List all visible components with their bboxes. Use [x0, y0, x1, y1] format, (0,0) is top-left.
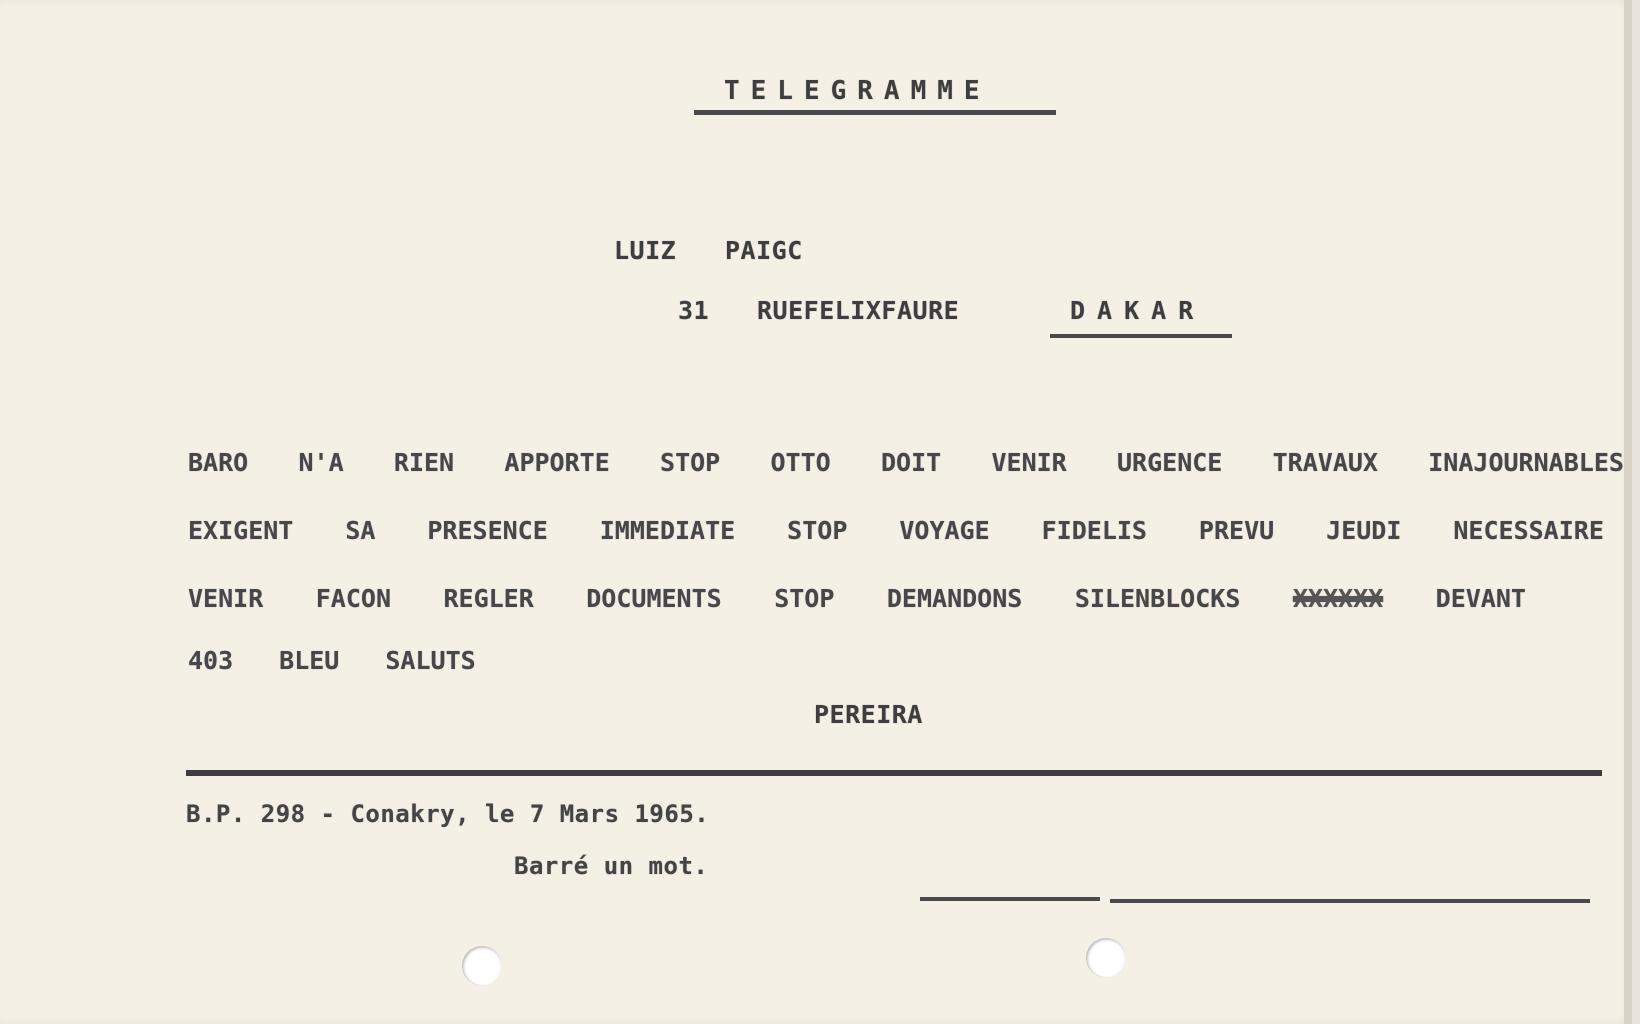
message-word: 403 — [188, 646, 234, 675]
message-word: PREVU — [1198, 516, 1275, 545]
message-word: NECESSAIRE — [1453, 516, 1604, 545]
punch-hole-left — [462, 946, 502, 986]
footer-note: Barré un mot. — [514, 852, 709, 880]
message-word: N'A — [298, 448, 344, 477]
message-word: IMMEDIATE — [599, 516, 736, 545]
message-word: VENIR — [991, 448, 1067, 477]
footer-address: B.P. 298 - Conakry, le 7 Mars 1965. — [186, 800, 710, 828]
message-word: STOP — [787, 516, 848, 545]
message-word: URGENCE — [1117, 448, 1223, 477]
message-line-2 — [188, 516, 1604, 545]
message-line-1 — [188, 448, 1624, 477]
message-word: SA — [345, 516, 376, 545]
message-word: FACON — [315, 584, 391, 613]
recipient-org: PAIGC — [725, 236, 803, 265]
message-line-4 — [188, 646, 1624, 675]
message-word: TRAVAUX — [1272, 448, 1378, 477]
message-word: DEVANT — [1435, 584, 1526, 613]
title-underline — [694, 110, 1056, 115]
message-word: EXIGENT — [188, 516, 294, 545]
message-line-3 — [188, 584, 1526, 613]
message-word: BARO — [188, 448, 249, 477]
message-word: RIEN — [393, 448, 455, 477]
page-edge — [1624, 0, 1632, 1024]
message-word: PRESENCE — [427, 516, 548, 545]
signature-rule-left — [920, 897, 1100, 901]
message-word: VOYAGE — [899, 516, 990, 545]
message-word: JEUDI — [1326, 516, 1402, 545]
signature-rule-right — [1110, 899, 1590, 903]
signature: PEREIRA — [814, 700, 923, 729]
message-word: INAJOURNABLES — [1428, 448, 1624, 477]
punch-hole-right — [1086, 938, 1126, 978]
message-word: VENIR — [188, 584, 264, 613]
message-word: DEMANDONS — [886, 584, 1023, 613]
struck-word: XXXXXX — [1292, 584, 1384, 613]
divider-rule — [186, 770, 1602, 776]
recipient-name: LUIZ — [614, 236, 677, 265]
city-underline — [1050, 334, 1232, 338]
message-word: STOP — [660, 448, 721, 477]
message-word: BLEU — [279, 646, 340, 675]
message-word: DOCUMENTS — [586, 584, 722, 613]
message-word: FIDELIS — [1041, 516, 1147, 545]
message-word: OTTO — [770, 448, 831, 477]
recipient-city: DAKAR — [1070, 296, 1206, 325]
message-word: APPORTE — [504, 448, 610, 477]
message-word: SILENBLOCKS — [1074, 584, 1241, 613]
recipient-street: RUEFELIXFAURE — [757, 296, 960, 325]
recipient-number: 31 — [678, 296, 710, 325]
message-word: DOIT — [880, 448, 942, 477]
message-word: REGLER — [443, 584, 534, 613]
message-word: SALUTS — [385, 646, 476, 675]
message-word: STOP — [774, 584, 835, 613]
telegram-title: TELEGRAMME — [724, 76, 991, 106]
